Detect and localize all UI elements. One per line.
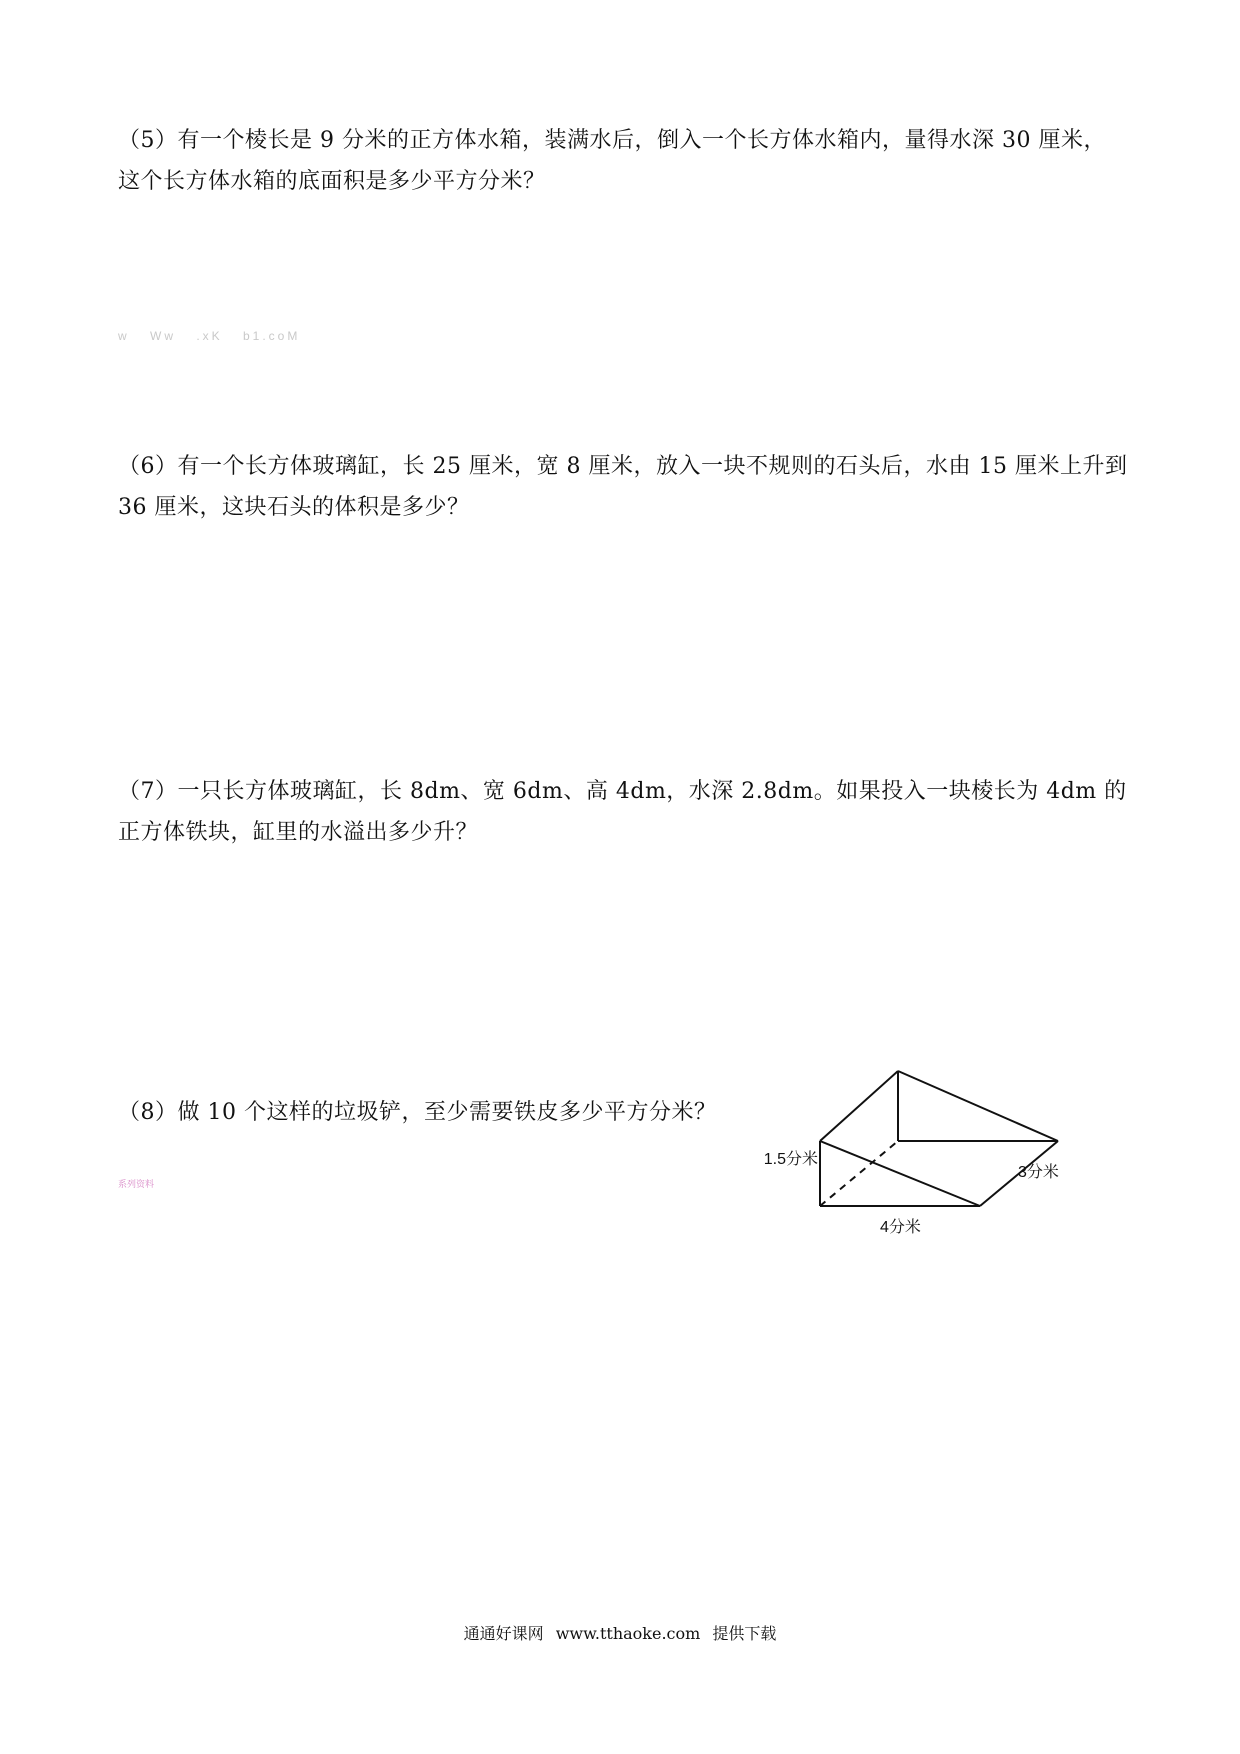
edge-diagonal-front [820, 1141, 980, 1206]
width-label: 3分米 [1018, 1164, 1059, 1181]
question-text: 一只长方体玻璃缸，长 8dm、宽 6dm、高 4dm，水深 2.8dm。如果投入一块棱长为 4dm 的正方体铁块，缸里的水溢出多少升？ [118, 779, 1127, 845]
height-label: 1.5分米 [763, 1151, 818, 1168]
edge-top-slant-left [820, 1071, 898, 1141]
footer-note: 提供下载 [712, 1624, 777, 1643]
question-number: （5） [118, 128, 178, 153]
edge-top-back [898, 1071, 1058, 1141]
watermark: w Ww .xK b1.coM [118, 329, 301, 343]
question-8 [118, 1092, 738, 1133]
question-text: 做 10 个这样的垃圾铲，至少需要铁皮多少平方分米？ [177, 1100, 717, 1125]
question-number: （7） [118, 779, 178, 804]
dustpan-figure [740, 1050, 1070, 1250]
page-footer [0, 1621, 1240, 1644]
question-5 [118, 120, 1128, 202]
footer-url: www.tthaoke.com [555, 1624, 701, 1643]
question-text: 有一个棱长是 9 分米的正方体水箱，装满水后，倒入一个长方体水箱内，量得水深 30 厘米，这个长方体水箱的底面积是多少平方分米？ [118, 128, 1106, 194]
length-label: 4分米 [880, 1219, 921, 1236]
question-6 [118, 446, 1128, 528]
question-7 [118, 771, 1128, 853]
edge-hidden [820, 1141, 898, 1206]
question-number: （6） [118, 454, 178, 479]
question-text: 有一个长方体玻璃缸，长 25 厘米，宽 8 厘米，放入一块不规则的石头后，水由 15 厘米上升到 36 厘米，这块石头的体积是多少？ [118, 454, 1128, 520]
question-number: （8） [118, 1100, 178, 1125]
series-tag: 系列资料 [118, 1180, 155, 1190]
footer-site-name: 通通好课网 [463, 1624, 544, 1643]
